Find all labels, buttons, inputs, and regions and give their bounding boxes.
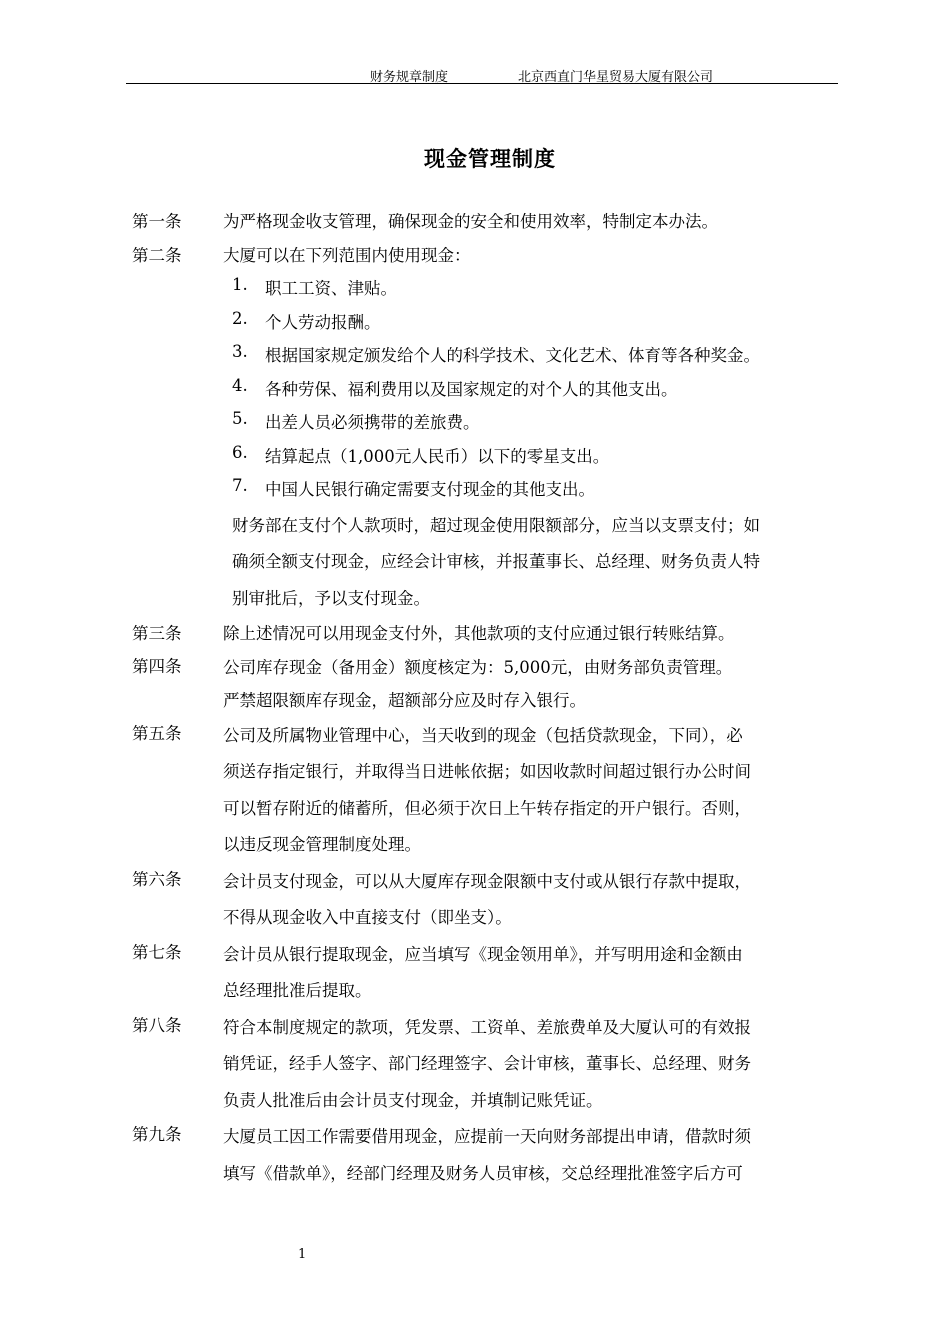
article-label: 第八条 bbox=[132, 1015, 182, 1035]
article-4 bbox=[0, 651, 950, 718]
article-line: 严禁超限额库存现金，超额部分应及时存入银行。 bbox=[223, 691, 586, 710]
list-item-text: 职工工资、津贴。 bbox=[265, 279, 397, 298]
article-label: 第三条 bbox=[132, 624, 182, 643]
document-body bbox=[0, 205, 950, 1192]
article-line: 会计员从银行提取现金，应当填写《现金领用单》，并写明用途和金额由 bbox=[223, 944, 743, 964]
article-2 bbox=[0, 239, 950, 273]
article-label: 第九条 bbox=[132, 1125, 182, 1144]
list-item-text: 结算起点（1,000元人民币）以下的零星支出。 bbox=[265, 446, 610, 466]
list-item bbox=[0, 272, 950, 306]
article-line: 不得从现金收入中直接支付（即坐支）。 bbox=[223, 908, 512, 927]
list-item-text: 根据国家规定颁发给个人的科学技术、文化艺术、体育等各种奖金。 bbox=[265, 346, 760, 365]
header-company: 北京西直门华星贸易大厦有限公司 bbox=[518, 70, 714, 85]
paragraph-line: 财务部在支付个人款项时，超过现金使用限额部分，应当以支票支付；如 bbox=[232, 515, 760, 535]
article-line: 负责人批准后由会计员支付现金，并填制记账凭证。 bbox=[223, 1090, 603, 1110]
document-title: 现金管理制度 bbox=[424, 146, 556, 171]
paragraph-line: 确须全额支付现金，应经会计审核，并报董事长、总经理、财务负责人特 bbox=[232, 552, 760, 571]
article-2-note bbox=[0, 507, 950, 618]
article-line: 销凭证，经手人签字、部门经理签字、会计审核，董事长、总经理、财务 bbox=[223, 1054, 751, 1073]
header-category: 财务规章制度 bbox=[370, 70, 449, 85]
list-item-number: 1. bbox=[232, 275, 248, 294]
article-text: 大厦可以在下列范围内使用现金： bbox=[223, 245, 471, 265]
list-item bbox=[0, 339, 950, 373]
article-label: 第七条 bbox=[132, 942, 182, 962]
article-5 bbox=[0, 718, 950, 864]
list-item-number: 6. bbox=[232, 442, 248, 462]
article-text: 为严格现金收支管理，确保现金的安全和使用效率，特制定本办法。 bbox=[223, 212, 718, 231]
article-text: 除上述情况可以用现金支付外，其他款项的支付应通过银行转账结算。 bbox=[223, 624, 735, 643]
article-1 bbox=[0, 205, 950, 239]
list-item bbox=[0, 306, 950, 340]
article-label: 第六条 bbox=[132, 869, 182, 889]
list-item bbox=[0, 373, 950, 407]
page-header bbox=[126, 63, 838, 84]
article-line: 填写《借款单》，经部门经理及财务人员审核，交总经理批准签字后方可 bbox=[223, 1163, 743, 1183]
list-item-text: 个人劳动报酬。 bbox=[265, 312, 381, 332]
list-item-number: 3. bbox=[232, 342, 248, 361]
list-item-number: 2. bbox=[232, 308, 248, 328]
article-label: 第一条 bbox=[132, 212, 182, 231]
article-line: 总经理批准后提取。 bbox=[223, 981, 372, 1000]
article-line: 以违反现金管理制度处理。 bbox=[223, 835, 421, 854]
article-8 bbox=[0, 1010, 950, 1120]
article-line: 大厦员工因工作需要借用现金，应提前一天向财务部提出申请，借款时须 bbox=[223, 1127, 751, 1146]
article-3 bbox=[0, 617, 950, 651]
list-item-text: 中国人民银行确定需要支付现金的其他支出。 bbox=[265, 480, 595, 499]
list-item-number: 4. bbox=[232, 375, 248, 395]
article-label: 第五条 bbox=[132, 723, 182, 743]
list-item-number: 7. bbox=[232, 476, 248, 495]
article-6 bbox=[0, 864, 950, 937]
page-number: 1 bbox=[298, 1247, 307, 1262]
paragraph-line: 别审批后，予以支付现金。 bbox=[232, 588, 430, 608]
article-line: 须送存指定银行，并取得当日进帐依据；如因收款时间超过银行办公时间 bbox=[223, 762, 751, 781]
article-line: 可以暂存附近的储蓄所，但必须于次日上午转存指定的开户银行。否则， bbox=[223, 798, 751, 818]
list-item bbox=[0, 440, 950, 474]
list-item bbox=[0, 406, 950, 440]
article-label: 第二条 bbox=[132, 245, 182, 265]
list-item-number: 5. bbox=[232, 409, 248, 428]
article-line: 公司及所属物业管理中心，当天收到的现金（包括贷款现金，下同），必 bbox=[223, 725, 743, 745]
list-item bbox=[0, 473, 950, 507]
article-line: 会计员支付现金，可以从大厦库存现金限额中支付或从银行存款中提取， bbox=[223, 871, 751, 891]
list-item-text: 出差人员必须携带的差旅费。 bbox=[265, 413, 480, 432]
article-line: 符合本制度规定的款项，凭发票、工资单、差旅费单及大厦认可的有效报 bbox=[223, 1017, 751, 1037]
article-9 bbox=[0, 1119, 950, 1192]
article-label: 第四条 bbox=[132, 656, 182, 676]
list-item-text: 各种劳保、福利费用以及国家规定的对个人的其他支出。 bbox=[265, 379, 678, 399]
article-7 bbox=[0, 937, 950, 1010]
article-line: 公司库存现金（备用金）额度核定为：5,000元，由财务部负责管理。 bbox=[223, 657, 733, 677]
